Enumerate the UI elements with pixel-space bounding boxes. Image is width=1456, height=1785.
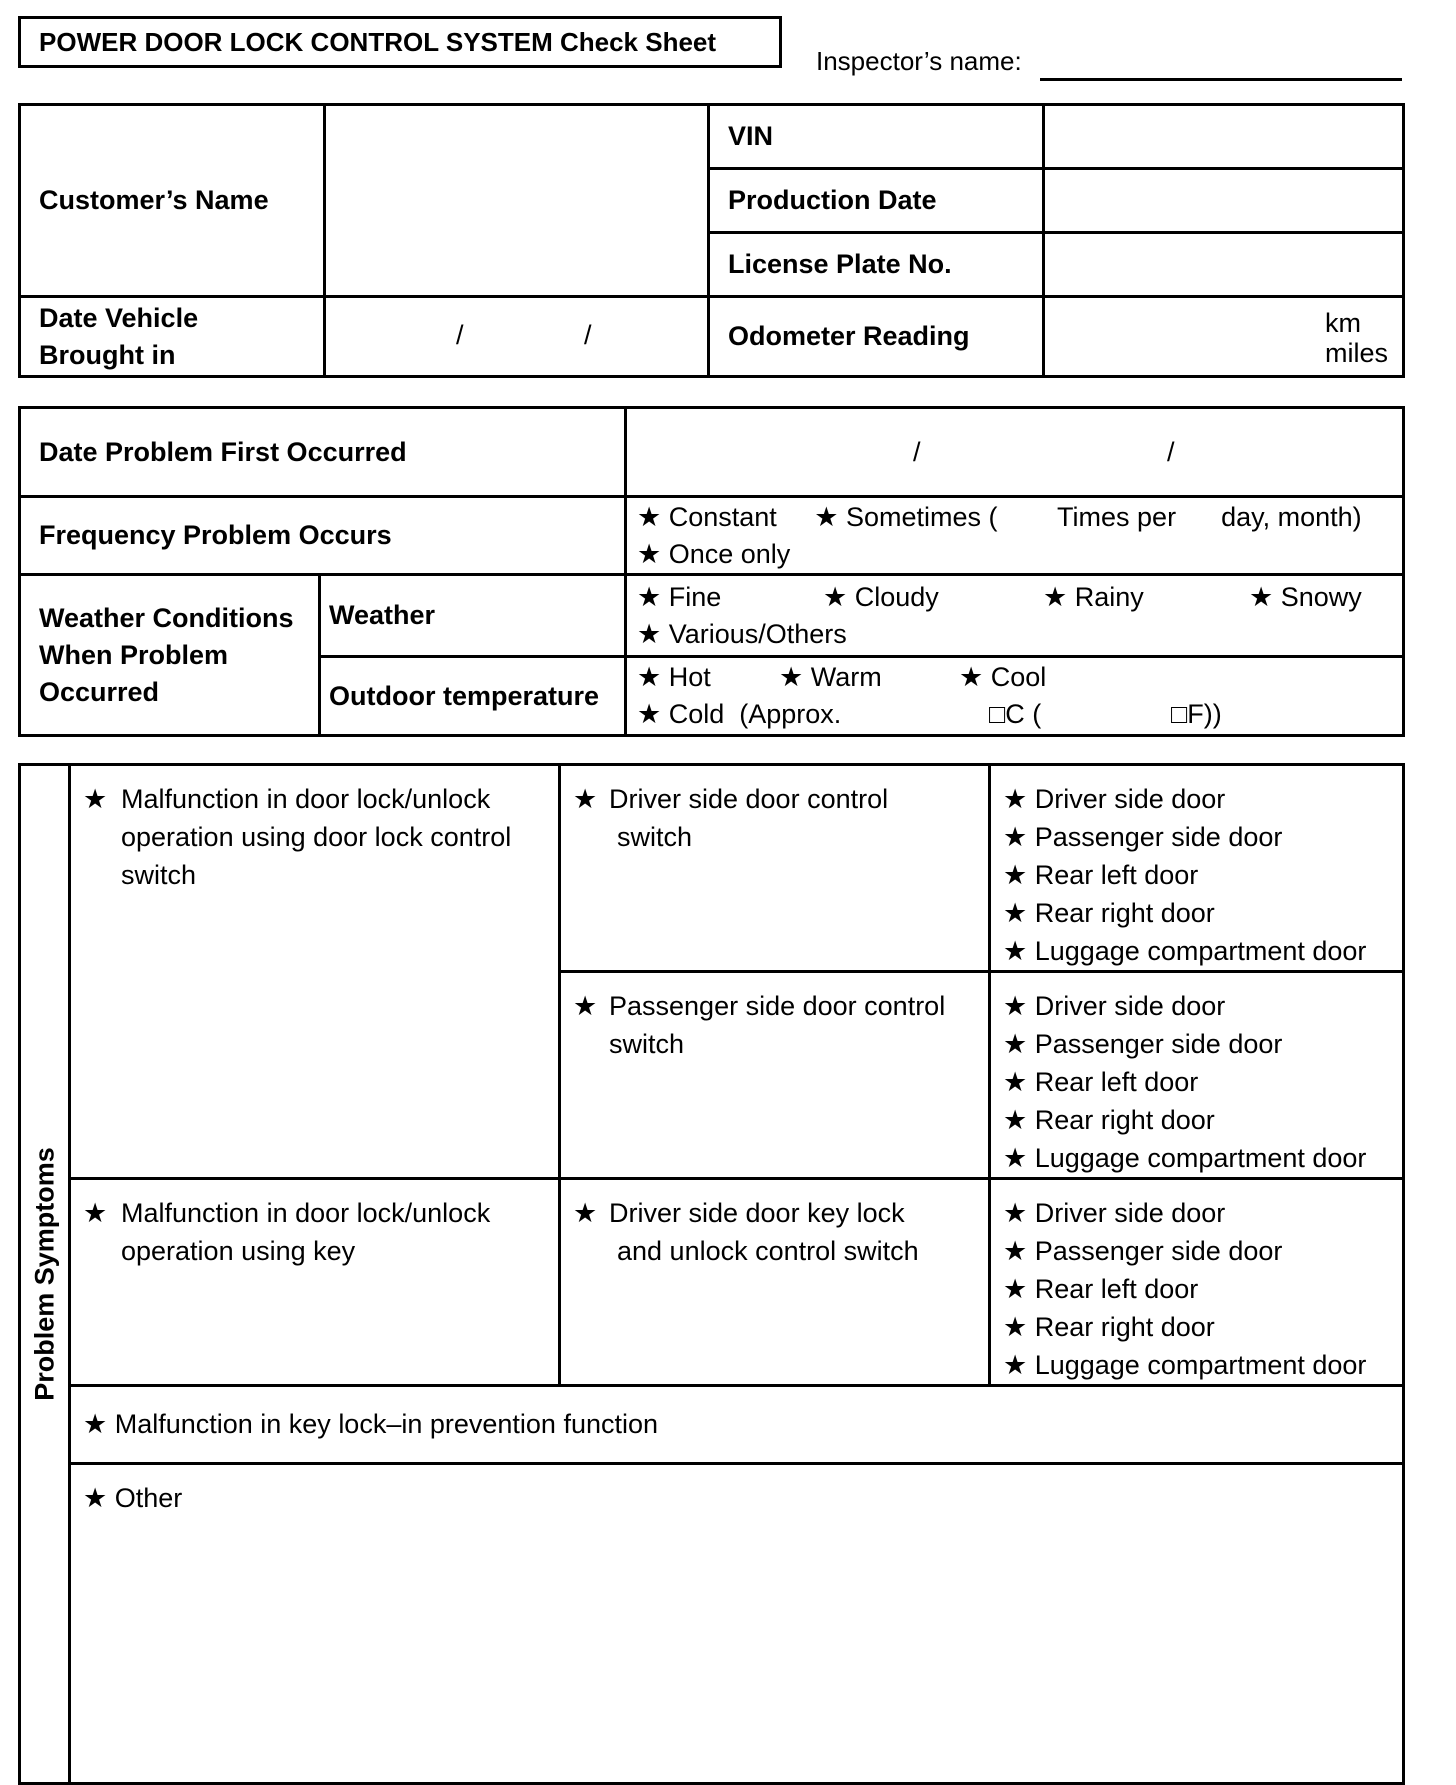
date-brought-in-field[interactable] — [325, 297, 709, 377]
door-option-rear-right[interactable]: ★ Rear right door — [1003, 1105, 1215, 1135]
switch-malfunction-line1: Malfunction in door lock/unlock — [121, 784, 491, 814]
sheet-title: POWER DOOR LOCK CONTROL SYSTEM Check Sheet — [18, 16, 782, 68]
conditions-table — [18, 406, 1405, 737]
passenger-switch-option[interactable] — [560, 972, 990, 1179]
outdoor-temperature-label: Outdoor temperature — [320, 657, 626, 736]
date-separator: / — [456, 320, 464, 350]
driver-switch-line2: switch — [617, 822, 693, 852]
door-list-driver-switch — [990, 765, 1404, 972]
problem-symptoms-label: Problem Symptoms — [29, 1147, 59, 1401]
date-first-occurred-label: Date Problem First Occurred — [20, 408, 626, 497]
key-switch-line2: and unlock control switch — [617, 1236, 919, 1266]
other-option[interactable]: ★ Other — [70, 1464, 1404, 1784]
door-option-luggage[interactable]: ★ Luggage compartment door — [1003, 1143, 1367, 1173]
star-icon: ★ — [573, 991, 598, 1021]
date-separator: / — [1167, 437, 1175, 467]
unit-miles: miles — [1325, 338, 1389, 368]
door-option-driver[interactable]: ★ Driver side door — [1003, 1198, 1226, 1228]
key-lock-in-option[interactable]: ★ Malfunction in key lock–in prevention function — [70, 1386, 1404, 1464]
inspector-name-label: Inspector’s name: — [816, 46, 1022, 76]
date-brought-in-label-line2: Brought in — [39, 339, 176, 370]
temp-option-cold[interactable]: ★ Cold (Approx. — [637, 699, 842, 729]
key-malfunction-line1: Malfunction in door lock/unlock — [121, 1198, 491, 1228]
key-malfunction-option[interactable] — [70, 1179, 560, 1386]
key-switch-option[interactable] — [560, 1179, 990, 1386]
star-icon: ★ — [573, 784, 598, 814]
frequency-options — [626, 497, 1404, 575]
customer-name-field[interactable] — [325, 105, 709, 297]
problem-symptoms-table — [18, 763, 1405, 1785]
odometer-field[interactable] — [1044, 297, 1404, 377]
date-separator: / — [913, 437, 921, 467]
driver-switch-line1: Driver side door control — [609, 784, 889, 814]
driver-switch-option[interactable] — [560, 765, 990, 972]
weather-option-rainy[interactable]: ★ Rainy — [1043, 581, 1144, 612]
door-list-key-switch — [990, 1179, 1404, 1386]
frequency-label: Frequency Problem Occurs — [20, 497, 626, 575]
fahrenheit-field[interactable]: □F)) — [1171, 699, 1222, 729]
passenger-switch-line2: switch — [609, 1029, 685, 1059]
weather-conditions-label-line3: Occurred — [39, 676, 160, 707]
celsius-field[interactable]: □C ( — [989, 699, 1042, 729]
date-brought-in-label — [20, 297, 325, 377]
temp-option-hot[interactable]: ★ Hot — [637, 662, 711, 692]
temp-option-warm[interactable]: ★ Warm — [779, 662, 882, 692]
weather-options — [626, 575, 1404, 657]
door-option-luggage[interactable]: ★ Luggage compartment door — [1003, 936, 1367, 966]
odometer-label: Odometer Reading — [709, 297, 1044, 377]
frequency-option-line1[interactable]: ★ Constant ★ Sometimes ( Times per day, month) — [637, 501, 1362, 532]
door-list-passenger-switch — [990, 972, 1404, 1179]
vin-field[interactable] — [1044, 105, 1404, 169]
door-option-passenger[interactable]: ★ Passenger side door — [1003, 1029, 1283, 1059]
door-option-rear-right[interactable]: ★ Rear right door — [1003, 898, 1215, 928]
vin-label: VIN — [709, 105, 1044, 169]
switch-malfunction-option[interactable] — [70, 765, 560, 1179]
key-malfunction-line2: operation using key — [121, 1236, 356, 1266]
weather-conditions-label — [20, 575, 320, 736]
weather-conditions-label-line2: When Problem — [39, 639, 229, 670]
license-plate-field[interactable] — [1044, 233, 1404, 297]
door-option-rear-left[interactable]: ★ Rear left door — [1003, 1274, 1199, 1304]
production-date-field[interactable] — [1044, 169, 1404, 233]
star-icon: ★ — [83, 1198, 108, 1228]
door-option-driver[interactable]: ★ Driver side door — [1003, 784, 1226, 814]
temperature-options — [626, 657, 1404, 736]
weather-option-various[interactable]: ★ Various/Others — [637, 618, 847, 649]
switch-malfunction-line2: operation using door lock control — [121, 822, 512, 852]
door-option-luggage[interactable]: ★ Luggage compartment door — [1003, 1350, 1367, 1380]
door-option-driver[interactable]: ★ Driver side door — [1003, 991, 1226, 1021]
weather-option-snowy[interactable]: ★ Snowy — [1249, 581, 1362, 612]
door-option-rear-left[interactable]: ★ Rear left door — [1003, 860, 1199, 890]
passenger-switch-line1: Passenger side door control — [609, 991, 946, 1021]
door-option-rear-right[interactable]: ★ Rear right door — [1003, 1312, 1215, 1342]
weather-conditions-label-line1: Weather Conditions — [39, 602, 294, 633]
key-switch-line1: Driver side door key lock — [609, 1198, 905, 1228]
license-plate-label: License Plate No. — [709, 233, 1044, 297]
customer-info-table — [18, 103, 1405, 378]
unit-km: km — [1325, 308, 1361, 338]
date-brought-in-label-line1: Date Vehicle — [39, 302, 199, 333]
production-date-label: Production Date — [709, 169, 1044, 233]
door-option-rear-left[interactable]: ★ Rear left door — [1003, 1067, 1199, 1097]
weather-option-cloudy[interactable]: ★ Cloudy — [823, 581, 939, 612]
door-option-passenger[interactable]: ★ Passenger side door — [1003, 822, 1283, 852]
weather-label: Weather — [320, 575, 626, 657]
switch-malfunction-line3: switch — [121, 860, 197, 890]
inspector-name-field[interactable] — [1040, 78, 1402, 81]
date-separator: / — [584, 320, 592, 350]
problem-symptoms-label-cell — [20, 765, 70, 1784]
frequency-option-once[interactable]: ★ Once only — [637, 538, 791, 569]
customer-name-label: Customer’s Name — [20, 105, 325, 297]
star-icon: ★ — [83, 784, 108, 814]
star-icon: ★ — [573, 1198, 598, 1228]
weather-option-fine[interactable]: ★ Fine — [637, 581, 722, 612]
door-option-passenger[interactable]: ★ Passenger side door — [1003, 1236, 1283, 1266]
temp-option-cool[interactable]: ★ Cool — [959, 662, 1047, 692]
date-first-occurred-field[interactable] — [626, 408, 1404, 497]
